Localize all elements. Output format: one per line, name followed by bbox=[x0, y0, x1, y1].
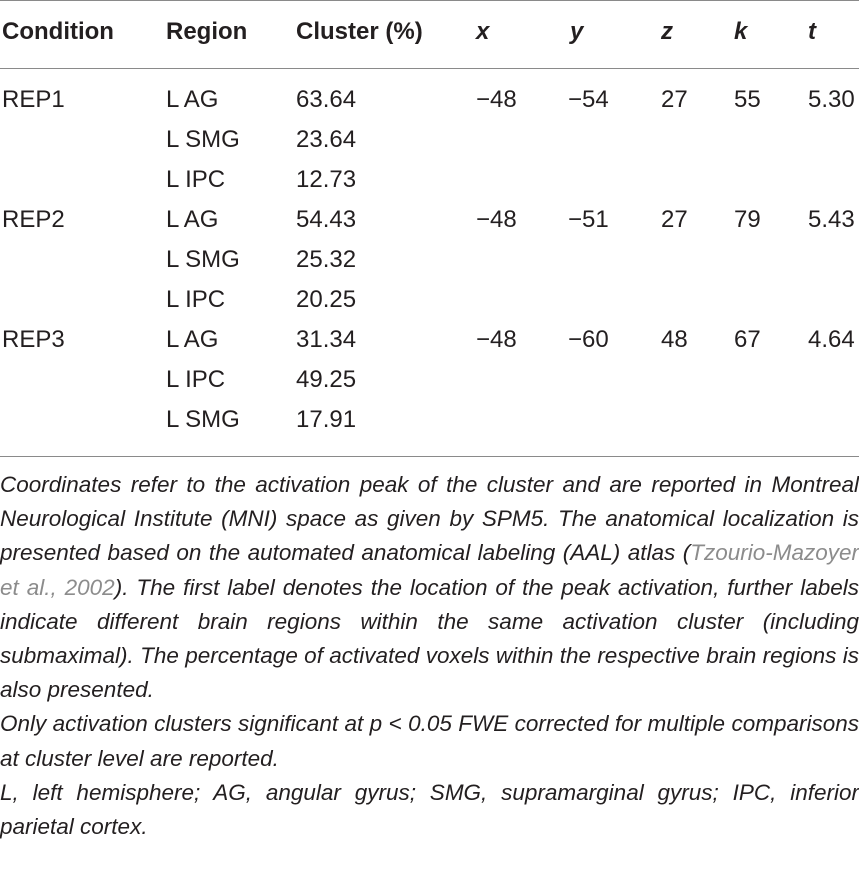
region-cell: L AG bbox=[166, 86, 219, 113]
coordinates-note bbox=[0, 468, 859, 707]
cluster-cell: 25.32 bbox=[296, 246, 357, 273]
cluster-cell: 17.91 bbox=[296, 406, 357, 433]
region-cell: L AG bbox=[166, 326, 219, 353]
cluster-cell: 12.73 bbox=[296, 166, 357, 193]
cluster-cell: 23.64 bbox=[296, 126, 357, 153]
citation-link[interactable]: Tzourio-Mazoyer et al., 2002 bbox=[0, 540, 859, 600]
k-cell: 67 bbox=[734, 326, 761, 353]
top-rule bbox=[0, 0, 859, 1]
header-z: z bbox=[661, 18, 673, 45]
z-cell: 27 bbox=[661, 206, 688, 233]
cluster-cell: 54.43 bbox=[296, 206, 357, 233]
abbreviations-note: L, left hemisphere; AG, angular gyrus; SMG, supramarginal gyrus; IPC, inferior parietal cortex. bbox=[0, 779, 859, 840]
x-cell: −48 bbox=[476, 86, 517, 113]
x-cell: −48 bbox=[476, 326, 517, 353]
cluster-cell: 20.25 bbox=[296, 286, 357, 313]
region-cell: L AG bbox=[166, 206, 219, 233]
cluster-cell: 31.34 bbox=[296, 326, 357, 353]
coordinates-note-text-end: ). The first label denotes the location of the peak activation, further labels indicate different brain regions within the same activation cluster (including submaximal). The percentage of activated voxels within the respective brain regions is also presented. bbox=[0, 574, 859, 703]
header-k: k bbox=[734, 18, 748, 45]
header-x: x bbox=[476, 18, 490, 45]
z-cell: 27 bbox=[661, 86, 688, 113]
table-footnotes bbox=[0, 468, 859, 844]
condition-cell: REP3 bbox=[2, 326, 65, 353]
condition-cell: REP1 bbox=[2, 86, 65, 113]
t-cell: 4.64 bbox=[808, 326, 855, 353]
t-cell: 5.30 bbox=[808, 86, 855, 113]
z-cell: 48 bbox=[661, 326, 688, 353]
y-cell: −51 bbox=[568, 206, 609, 233]
region-cell: L IPC bbox=[166, 166, 226, 193]
significance-note: Only activation clusters significant at p < 0.05 FWE corrected for multiple comparisons at cluster level are reported. bbox=[0, 711, 859, 771]
header-region: Region bbox=[166, 18, 248, 45]
region-cell: L SMG bbox=[166, 406, 240, 433]
y-cell: −54 bbox=[568, 86, 609, 113]
y-cell: −60 bbox=[568, 326, 609, 353]
condition-cell: REP2 bbox=[2, 206, 65, 233]
t-cell: 5.43 bbox=[808, 206, 855, 233]
header-condition: Condition bbox=[2, 18, 114, 45]
k-cell: 79 bbox=[734, 206, 761, 233]
region-cell: L IPC bbox=[166, 286, 226, 313]
cluster-cell: 63.64 bbox=[296, 86, 357, 113]
region-cell: L IPC bbox=[166, 366, 226, 393]
bottom-rule bbox=[0, 456, 859, 457]
region-cell: L SMG bbox=[166, 246, 240, 273]
header-t: t bbox=[808, 18, 816, 45]
region-cell: L SMG bbox=[166, 126, 240, 153]
header-cluster: Cluster (%) bbox=[296, 18, 423, 45]
k-cell: 55 bbox=[734, 86, 761, 113]
x-cell: −48 bbox=[476, 206, 517, 233]
header-rule bbox=[0, 68, 859, 69]
header-y: y bbox=[570, 18, 584, 45]
cluster-cell: 49.25 bbox=[296, 366, 357, 393]
coordinates-note-text: Coordinates refer to the activation peak of the cluster and are reported in Montreal Neurological Institute (MNI) space as given by SPM5. The anatomical localization is presented based on the automated anatomical labeling (AAL) atlas ( bbox=[0, 472, 859, 566]
